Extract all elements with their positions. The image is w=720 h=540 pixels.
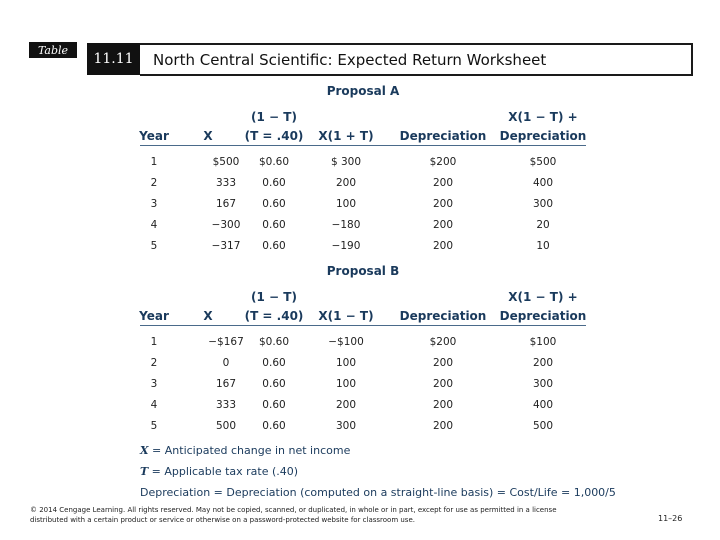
depreciation-cell: 200 bbox=[432, 419, 454, 432]
x-adjusted-cell: −180 bbox=[331, 218, 361, 231]
year-cell: 5 bbox=[150, 239, 158, 252]
x-adjusted-cell: 200 bbox=[335, 398, 357, 411]
proposal-b-header bbox=[140, 286, 586, 326]
year-cell: 2 bbox=[150, 356, 158, 369]
header-year: Year bbox=[139, 129, 169, 143]
tax-cell: 0.60 bbox=[262, 419, 286, 432]
table-row bbox=[140, 415, 586, 436]
title-box bbox=[140, 43, 693, 76]
x-cell: −$167 bbox=[208, 335, 244, 348]
year-cell: 5 bbox=[150, 419, 158, 432]
header-tax: (1 − T) (T = .40) bbox=[244, 290, 304, 323]
header-depreciation: Depreciation bbox=[399, 309, 487, 323]
depreciation-cell: 200 bbox=[432, 218, 454, 231]
tax-cell: 0.60 bbox=[262, 176, 286, 189]
year-cell: 4 bbox=[150, 218, 158, 231]
table-row bbox=[140, 373, 586, 394]
copyright-notice: © 2014 Cengage Learning. All rights reserved. May not be copied, scanned, or duplicated, in whole or in part, except for use as permitted in a license distributed with a certain product or service or otherwise on a password-protected website for classroom use. bbox=[30, 506, 557, 524]
total-cell: 20 bbox=[536, 218, 550, 231]
header-x-adjusted: X(1 + T) bbox=[318, 129, 374, 143]
depreciation-cell: 200 bbox=[432, 176, 454, 189]
x-cell: 167 bbox=[215, 377, 237, 390]
proposal-b-title: Proposal B bbox=[326, 264, 400, 278]
table-row bbox=[140, 214, 586, 235]
header-depreciation: Depreciation bbox=[399, 129, 487, 143]
year-cell: 2 bbox=[150, 176, 158, 189]
year-cell: 3 bbox=[150, 197, 158, 210]
depreciation-cell: 200 bbox=[432, 239, 454, 252]
x-adjusted-cell: −$100 bbox=[328, 335, 364, 348]
depreciation-cell: $200 bbox=[429, 335, 457, 348]
table-row bbox=[140, 394, 586, 415]
year-cell: 3 bbox=[150, 377, 158, 390]
header-total: X(1 − T) + Depreciation bbox=[499, 110, 587, 143]
table-number: 11.11 bbox=[87, 43, 140, 75]
x-cell: 0 bbox=[222, 356, 230, 369]
x-cell: −300 bbox=[211, 218, 241, 231]
note-x: X = Anticipated change in net income bbox=[140, 444, 351, 457]
header-year: Year bbox=[139, 309, 169, 323]
table-row bbox=[140, 193, 586, 214]
header-x-adjusted: X(1 − T) bbox=[318, 309, 374, 323]
tax-cell: 0.60 bbox=[262, 377, 286, 390]
x-cell: 333 bbox=[215, 176, 237, 189]
total-cell: 400 bbox=[532, 176, 554, 189]
proposal-a-header bbox=[140, 106, 586, 146]
tax-cell: $0.60 bbox=[258, 155, 290, 168]
table-label: Table bbox=[29, 42, 77, 58]
depreciation-cell: 200 bbox=[432, 356, 454, 369]
x-cell: 500 bbox=[215, 419, 237, 432]
total-cell: 500 bbox=[532, 419, 554, 432]
tax-cell: 0.60 bbox=[262, 197, 286, 210]
x-cell: $500 bbox=[212, 155, 240, 168]
proposal-a-title: Proposal A bbox=[326, 84, 400, 98]
table-row bbox=[140, 331, 586, 352]
total-cell: 300 bbox=[532, 197, 554, 210]
page-title: North Central Scientific: Expected Return Worksheet bbox=[153, 50, 547, 69]
total-cell: 10 bbox=[536, 239, 550, 252]
header-x: X bbox=[203, 129, 213, 143]
x-adjusted-cell: 100 bbox=[335, 197, 357, 210]
x-cell: 167 bbox=[215, 197, 237, 210]
tax-cell: 0.60 bbox=[262, 356, 286, 369]
x-adjusted-cell: $ 300 bbox=[330, 155, 362, 168]
header-tax: (1 − T) (T = .40) bbox=[244, 110, 304, 143]
tax-cell: 0.60 bbox=[262, 398, 286, 411]
depreciation-cell: 200 bbox=[432, 377, 454, 390]
x-adjusted-cell: 300 bbox=[335, 419, 357, 432]
total-cell: $100 bbox=[529, 335, 557, 348]
depreciation-cell: 200 bbox=[432, 197, 454, 210]
tax-cell: $0.60 bbox=[258, 335, 290, 348]
x-adjusted-cell: 100 bbox=[335, 377, 357, 390]
x-adjusted-cell: −190 bbox=[331, 239, 361, 252]
total-cell: $500 bbox=[529, 155, 557, 168]
total-cell: 300 bbox=[532, 377, 554, 390]
header-total: X(1 − T) + Depreciation bbox=[499, 290, 587, 323]
x-cell: −317 bbox=[211, 239, 241, 252]
table-row bbox=[140, 151, 586, 172]
year-cell: 1 bbox=[150, 335, 158, 348]
table-row bbox=[140, 172, 586, 193]
total-cell: 400 bbox=[532, 398, 554, 411]
page-number: 11–26 bbox=[658, 514, 683, 523]
table-row bbox=[140, 235, 586, 256]
note-t: T = Applicable tax rate (.40) bbox=[140, 465, 299, 478]
total-cell: 200 bbox=[532, 356, 554, 369]
x-adjusted-cell: 100 bbox=[335, 356, 357, 369]
year-cell: 1 bbox=[150, 155, 158, 168]
header-x: X bbox=[203, 309, 213, 323]
table-row bbox=[140, 352, 586, 373]
note-depreciation: Depreciation = Depreciation (computed on a straight-line basis) = Cost/Life = 1,000/5 bbox=[140, 486, 616, 499]
year-cell: 4 bbox=[150, 398, 158, 411]
depreciation-cell: 200 bbox=[432, 398, 454, 411]
tax-cell: 0.60 bbox=[262, 218, 286, 231]
x-cell: 333 bbox=[215, 398, 237, 411]
depreciation-cell: $200 bbox=[429, 155, 457, 168]
x-adjusted-cell: 200 bbox=[335, 176, 357, 189]
tax-cell: 0.60 bbox=[262, 239, 286, 252]
